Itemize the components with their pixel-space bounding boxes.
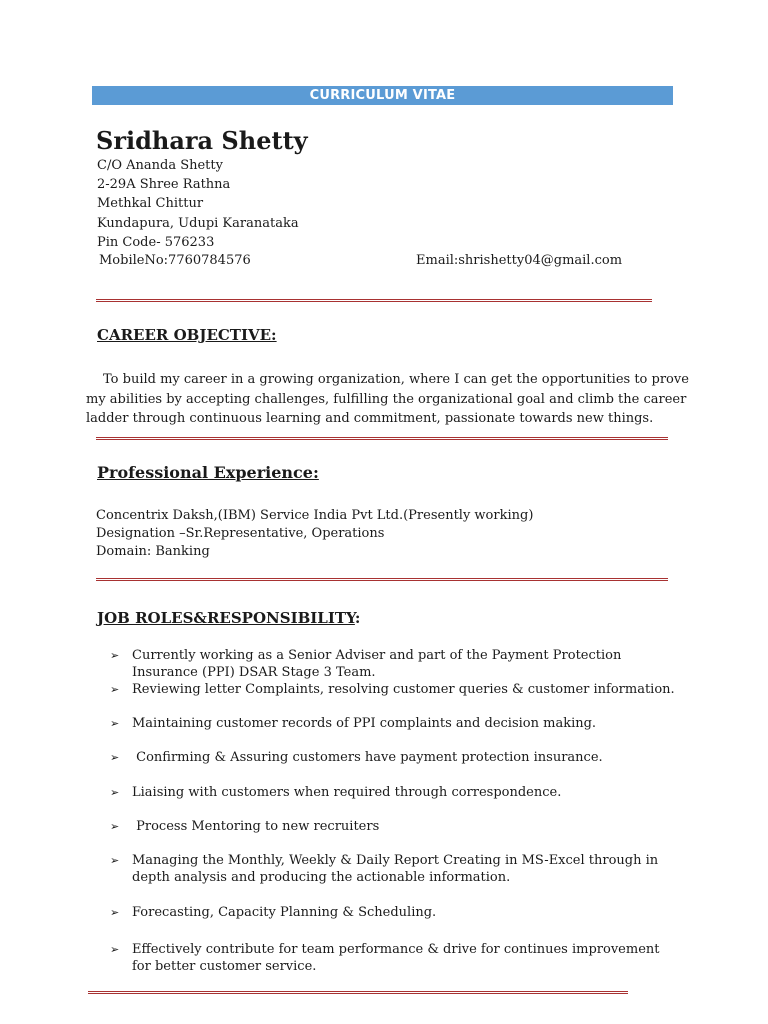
arrow-bullet-icon: ➢ <box>110 751 120 764</box>
list-item <box>110 681 675 698</box>
arrow-bullet-icon: ➢ <box>110 943 120 956</box>
section-divider <box>96 578 668 581</box>
list-item <box>110 784 670 801</box>
arrow-bullet-icon: ➢ <box>110 906 120 919</box>
designation: Designation –Sr.Representative, Operations <box>96 526 385 541</box>
list-item-text: for better customer service. <box>132 959 317 974</box>
job-roles-heading-colon: : <box>354 609 361 627</box>
list-item-text: Confirming & Assuring customers have payment protection insurance. <box>132 750 603 765</box>
list-item <box>110 647 670 681</box>
candidate-name: Sridhara Shetty <box>96 126 308 155</box>
list-item-text: depth analysis and producing the actionable information. <box>132 870 511 885</box>
list-item <box>110 941 670 975</box>
list-item <box>110 749 670 766</box>
list-item-text: Forecasting, Capacity Planning & Scheduling. <box>132 905 437 920</box>
list-item-text: Managing the Monthly, Weekly & Daily Report Creating in MS-Excel through in <box>132 853 659 868</box>
arrow-bullet-icon: ➢ <box>110 854 120 867</box>
address-line-4: Kundapura, Udupi Karanataka <box>97 216 299 231</box>
list-item-text: Currently working as a Senior Adviser and part of the Payment Protection <box>132 648 622 663</box>
arrow-bullet-icon: ➢ <box>110 820 120 833</box>
job-roles-heading-text: JOB ROLES&RESPONSIBILITY <box>97 609 355 627</box>
arrow-bullet-icon: ➢ <box>110 717 120 730</box>
address-line-2: 2-29A Shree Rathna <box>97 177 231 192</box>
list-item-text: Liaising with customers when required through correspondence. <box>132 785 562 800</box>
objective-line-3: ladder through continuous learning and commitment, passionate towards new things. <box>86 411 654 426</box>
list-item-text: Reviewing letter Complaints, resolving customer queries & customer information. <box>132 682 675 697</box>
section-divider <box>96 437 668 440</box>
section-divider <box>88 991 628 994</box>
mobile-number: MobileNo:7760784576 <box>99 253 251 268</box>
email-address: Email:shrishetty04@gmail.com <box>416 253 623 268</box>
professional-experience-heading-text: Professional Experience: <box>97 463 319 482</box>
section-divider <box>96 299 652 302</box>
address-line-3: Methkal Chittur <box>97 196 204 211</box>
objective-line-1: To build my career in a growing organization, where I can get the opportunities to prove <box>103 372 689 387</box>
company-name: Concentrix Daksh,(IBM) Service India Pvt Ltd.(Presently working) <box>96 508 534 523</box>
arrow-bullet-icon: ➢ <box>110 786 120 799</box>
work-domain: Domain: Banking <box>96 544 210 559</box>
job-roles-heading <box>97 608 360 628</box>
cv-title-banner: CURRICULUM VITAE <box>92 86 673 105</box>
career-objective-text <box>86 370 689 429</box>
list-item-text: Insurance (PPI) DSAR Stage 3 Team. <box>132 665 376 680</box>
career-objective-heading <box>97 325 277 345</box>
objective-line-2: my abilities by accepting challenges, fulfilling the organizational goal and climb the career <box>86 391 687 407</box>
address-line-1: C/O Ananda Shetty <box>97 158 223 173</box>
career-objective-heading-text: CAREER OBJECTIVE: <box>97 326 277 344</box>
arrow-bullet-icon: ➢ <box>110 683 120 696</box>
pin-code: Pin Code- 576233 <box>97 235 215 250</box>
professional-experience-heading <box>97 463 319 483</box>
list-item-text: Process Mentoring to new recruiters <box>132 819 380 834</box>
list-item <box>110 852 670 886</box>
list-item <box>110 715 670 732</box>
list-item-text: Maintaining customer records of PPI complaints and decision making. <box>132 716 597 731</box>
list-item <box>110 818 670 835</box>
list-item <box>110 904 670 921</box>
list-item-text: Effectively contribute for team performance & drive for continues improvement <box>132 942 660 957</box>
arrow-bullet-icon: ➢ <box>110 649 120 662</box>
